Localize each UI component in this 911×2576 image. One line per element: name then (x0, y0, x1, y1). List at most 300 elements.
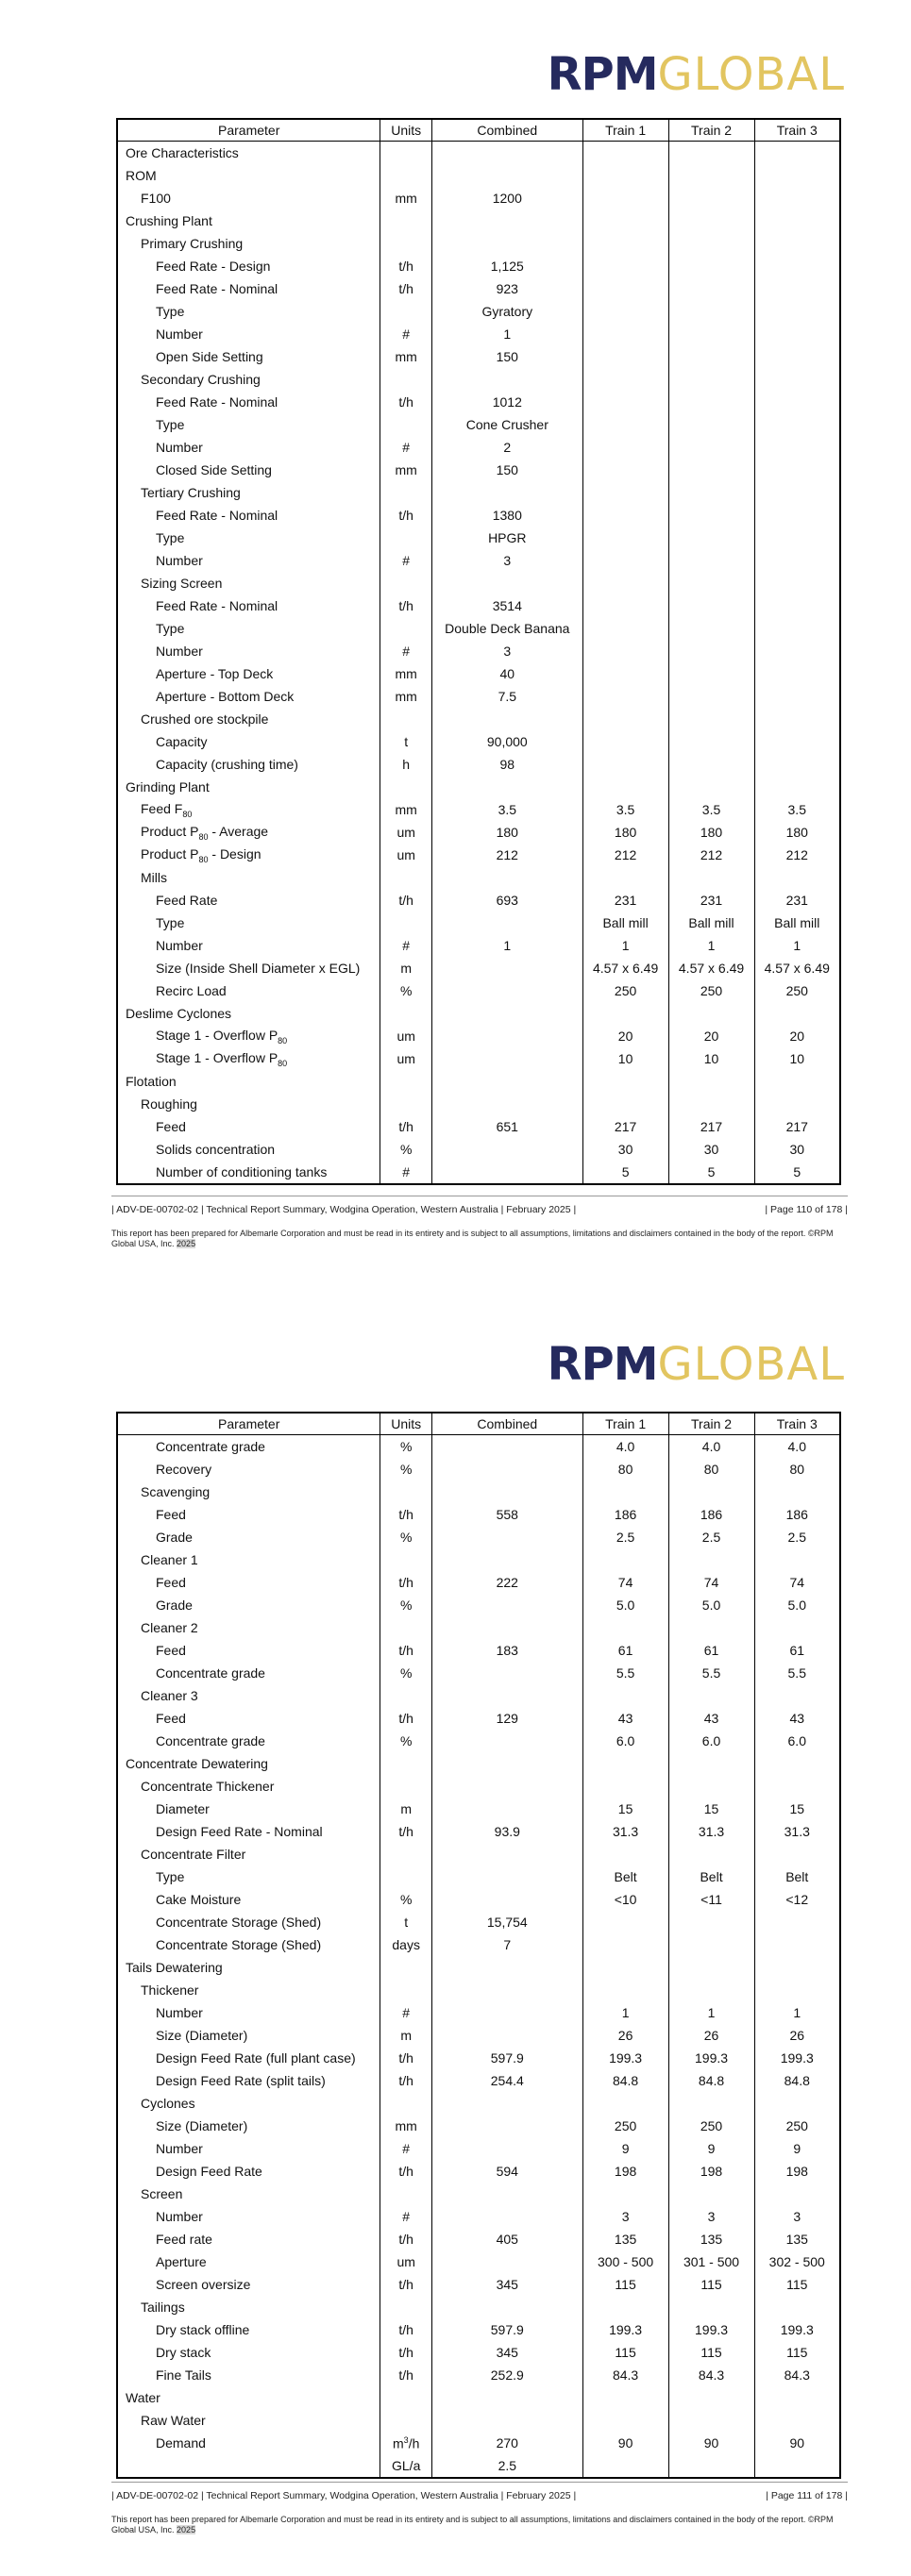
table-row (117, 889, 840, 912)
train-3-cell (754, 345, 840, 368)
parameter-cell (117, 979, 380, 1002)
train-2-cell (668, 1684, 754, 1707)
combined-cell (431, 1480, 582, 1503)
parameter-name: Thickener (141, 1982, 199, 1998)
parameter-name: Type (156, 621, 185, 636)
train-1-cell (582, 323, 668, 345)
units-cell (380, 617, 432, 640)
train-3-cell: 5.0 (754, 1594, 840, 1616)
train-2-cell (668, 640, 754, 662)
units-cell (380, 2092, 432, 2115)
table-row (117, 844, 840, 866)
train-1-cell: 61 (582, 1639, 668, 1662)
table-row (117, 504, 840, 527)
parameter-name: Water (126, 2390, 160, 2405)
train-3-cell (754, 1070, 840, 1093)
table-row (117, 323, 840, 345)
parameter-name: ROM (126, 168, 157, 183)
train-3-cell: 20 (754, 1025, 840, 1047)
parameter-name: Capacity (156, 734, 208, 749)
combined-cell (431, 2137, 582, 2160)
table-body (117, 1435, 840, 2479)
parameter-cell (117, 1093, 380, 1115)
table-row (117, 187, 840, 209)
train-1-cell: 1 (582, 934, 668, 957)
combined-cell: 1,125 (431, 255, 582, 277)
combined-cell (431, 1161, 582, 1184)
parameter-name: Cleaner 3 (141, 1688, 198, 1703)
combined-cell (431, 2386, 582, 2409)
train-1-cell (582, 1979, 668, 2001)
table-row (117, 1616, 840, 1639)
combined-cell: 693 (431, 889, 582, 912)
units-value: t (404, 1915, 409, 1930)
combined-cell: 270 (431, 2432, 582, 2454)
train-3-cell (754, 640, 840, 662)
train-1-cell (582, 413, 668, 436)
parameter-cell (117, 1730, 380, 1752)
parameter-cell (117, 889, 380, 912)
parameter-cell (117, 2409, 380, 2432)
parameter-cell (117, 1843, 380, 1865)
train-1-cell: 30 (582, 1138, 668, 1161)
train-2-cell (668, 527, 754, 549)
parameter-cell (117, 662, 380, 685)
units-cell (380, 2341, 432, 2364)
parameter-cell (117, 1775, 380, 1798)
parameter-name: Flotation (126, 1074, 177, 1089)
units-cell (380, 164, 432, 187)
units-cell (380, 1707, 432, 1730)
table-row (117, 345, 840, 368)
table-row (117, 594, 840, 617)
combined-cell (431, 1548, 582, 1571)
units-value: # (402, 553, 411, 568)
table-row (117, 957, 840, 979)
units-cell (380, 549, 432, 572)
train-1-cell: 180 (582, 821, 668, 844)
train-3-cell: 84.3 (754, 2364, 840, 2386)
units-cell (380, 504, 432, 527)
train-2-cell: 199.3 (668, 2047, 754, 2069)
units-value: t (404, 734, 409, 749)
table-header-row (117, 1413, 840, 1435)
parameter-cell (117, 1526, 380, 1548)
table-row (117, 2115, 840, 2137)
train-1-cell (582, 255, 668, 277)
combined-cell: 212 (431, 844, 582, 866)
table-row (117, 866, 840, 889)
parameter-name: Feed (156, 1575, 186, 1590)
table-row (117, 2409, 840, 2432)
train-2-cell: 84.3 (668, 2364, 754, 2386)
train-2-cell (668, 1979, 754, 2001)
units-cell (380, 1662, 432, 1684)
train-3-cell: 90 (754, 2432, 840, 2454)
train-1-cell (582, 753, 668, 776)
parameter-subscript: 80 (198, 831, 209, 842)
units-cell (380, 142, 432, 165)
units-cell (380, 255, 432, 277)
train-1-cell (582, 527, 668, 549)
parameter-name: Dry stack (156, 2345, 211, 2360)
parameter-cell (117, 1002, 380, 1025)
disclaimer-year: 2025 (177, 1239, 196, 1248)
parameter-name: Tailings (141, 2300, 185, 2315)
train-2-cell (668, 549, 754, 572)
combined-cell: Gyratory (431, 300, 582, 323)
disclaimer-text: This report has been prepared for Albemarle Corporation and must be read in its entirety and is subject to all assumptions, limitations and disclaimers contained in the body of the report. ©RPM Global USA, Inc. (111, 2515, 834, 2534)
train-3-cell (754, 730, 840, 753)
table-row (117, 1458, 840, 1480)
train-2-cell: 3.5 (668, 798, 754, 821)
parameter-name: Scavenging (141, 1484, 211, 1499)
train-2-cell: <11 (668, 1888, 754, 1911)
train-2-cell (668, 2386, 754, 2409)
units-value: h (402, 757, 411, 772)
train-1-cell (582, 594, 668, 617)
table-row (117, 1639, 840, 1662)
train-1-cell (582, 708, 668, 730)
train-3-cell (754, 1616, 840, 1639)
train-3-cell (754, 142, 840, 165)
units-cell (380, 1911, 432, 1933)
units-value: % (399, 1530, 413, 1545)
units-cell (380, 2001, 432, 2024)
train-2-cell: 3 (668, 2205, 754, 2228)
train-2-cell: 30 (668, 1138, 754, 1161)
train-2-cell: 250 (668, 2115, 754, 2137)
train-3-cell (754, 1775, 840, 1798)
units-cell (380, 1979, 432, 2001)
parameter-cell (117, 1911, 380, 1933)
parameter-cell (117, 2115, 380, 2137)
units-cell (380, 323, 432, 345)
parameter-name: Size (Diameter) (156, 2118, 248, 2133)
units-value: # (402, 440, 411, 455)
train-3-cell: 302 - 500 (754, 2250, 840, 2273)
train-2-cell: 212 (668, 844, 754, 866)
train-1-cell (582, 1070, 668, 1093)
parameter-cell (117, 1820, 380, 1843)
table-row (117, 2137, 840, 2160)
combined-cell: 150 (431, 459, 582, 481)
parameter-name: Crushing Plant (126, 213, 212, 228)
train-1-cell: 250 (582, 979, 668, 1002)
table-row (117, 2341, 840, 2364)
train-3-cell (754, 504, 840, 527)
parameter-cell (117, 2341, 380, 2364)
units-cell (380, 2296, 432, 2318)
parameter-name: Type (156, 1869, 185, 1884)
parameter-name: Capacity (crushing time) (156, 757, 298, 772)
logo-rpm: RPM (547, 1338, 658, 1391)
parameter-cell (117, 187, 380, 209)
units-cell (380, 2069, 432, 2092)
col-train-1: Train 1 (582, 119, 668, 142)
train-2-cell (668, 866, 754, 889)
col-train-3: Train 3 (754, 119, 840, 142)
units-value: m (393, 2435, 404, 2451)
train-2-cell: 1 (668, 934, 754, 957)
combined-cell (431, 368, 582, 391)
train-1-cell: 3 (582, 2205, 668, 2228)
combined-cell (431, 1435, 582, 1459)
train-2-cell (668, 209, 754, 232)
parameter-cell (117, 2454, 380, 2478)
parameter-cell (117, 2092, 380, 2115)
combined-cell: 558 (431, 1503, 582, 1526)
table-row (117, 2024, 840, 2047)
train-3-cell (754, 2183, 840, 2205)
parameter-name: Size (Inside Shell Diameter x EGL) (156, 961, 361, 976)
parameter-name: Cake Moisture (156, 1892, 242, 1907)
train-2-cell (668, 1843, 754, 1865)
train-2-cell (668, 232, 754, 255)
train-1-cell: 80 (582, 1458, 668, 1480)
train-2-cell (668, 1616, 754, 1639)
combined-cell (431, 1047, 582, 1070)
train-2-cell (668, 776, 754, 798)
units-cell (380, 1820, 432, 1843)
table-row (117, 1911, 840, 1933)
parameter-name: Concentrate grade (156, 1439, 265, 1454)
parameter-cell (117, 142, 380, 165)
train-2-cell: 6.0 (668, 1730, 754, 1752)
parameter-name: Design Feed Rate (split tails) (156, 2073, 326, 2088)
combined-cell: 1012 (431, 391, 582, 413)
train-2-cell: 10 (668, 1047, 754, 1070)
combined-cell: 3 (431, 640, 582, 662)
units-value: GL/a (392, 2458, 421, 2473)
units-cell (380, 957, 432, 979)
units-cell (380, 1730, 432, 1752)
units-cell (380, 730, 432, 753)
units-cell (380, 2364, 432, 2386)
train-3-cell (754, 481, 840, 504)
units-value: t/h (398, 2322, 413, 2337)
table-row (117, 1956, 840, 1979)
units-cell (380, 2115, 432, 2137)
combined-cell: 597.9 (431, 2047, 582, 2069)
units-value: mm (395, 689, 417, 704)
parameter-name: Feed (156, 1643, 186, 1658)
table-row (117, 1933, 840, 1956)
train-1-cell: 43 (582, 1707, 668, 1730)
train-2-cell: 231 (668, 889, 754, 912)
train-2-cell (668, 708, 754, 730)
train-1-cell: 31.3 (582, 1820, 668, 1843)
train-2-cell: Belt (668, 1865, 754, 1888)
table-row (117, 2318, 840, 2341)
parameter-name: Product P (141, 823, 199, 839)
units-value: # (402, 1164, 411, 1179)
units-cell (380, 1956, 432, 1979)
logo-global: GLOBAL (657, 48, 845, 101)
train-3-cell (754, 708, 840, 730)
combined-cell (431, 2205, 582, 2228)
parameter-name: Grade (156, 1597, 193, 1613)
units-cell (380, 2386, 432, 2409)
parameter-cell (117, 572, 380, 594)
train-1-cell: 3.5 (582, 798, 668, 821)
train-3-cell: 26 (754, 2024, 840, 2047)
train-3-cell: 61 (754, 1639, 840, 1662)
combined-cell: 7.5 (431, 685, 582, 708)
units-cell (380, 1639, 432, 1662)
units-cell (380, 1594, 432, 1616)
train-3-cell: 4.0 (754, 1435, 840, 1459)
parameter-cell (117, 640, 380, 662)
parameter-name: Product P (141, 845, 199, 861)
combined-cell (431, 2296, 582, 2318)
units-cell (380, 1435, 432, 1459)
train-3-cell: 3.5 (754, 798, 840, 821)
train-3-cell: 15 (754, 1798, 840, 1820)
train-1-cell: 231 (582, 889, 668, 912)
parameter-cell (117, 1933, 380, 1956)
units-value: mm (395, 666, 417, 681)
parameter-cell (117, 776, 380, 798)
train-2-cell (668, 1956, 754, 1979)
parameter-name: Number (156, 938, 203, 953)
units-cell (380, 2047, 432, 2069)
train-3-cell (754, 1979, 840, 2001)
combined-cell (431, 1956, 582, 1979)
parameter-name: Ore Characteristics (126, 145, 239, 160)
parameter-name: Cleaner 1 (141, 1552, 198, 1567)
table-row (117, 1865, 840, 1888)
parameter-cell (117, 1662, 380, 1684)
train-3-cell (754, 255, 840, 277)
parameter-name: Tertiary Crushing (141, 485, 241, 500)
train-3-cell (754, 549, 840, 572)
combined-cell: 405 (431, 2228, 582, 2250)
train-1-cell: 5.5 (582, 1662, 668, 1684)
train-1-cell: Belt (582, 1865, 668, 1888)
table-row (117, 1161, 840, 1184)
parameter-name: Secondary Crushing (141, 372, 261, 387)
units-superscript: 3 (403, 2434, 409, 2445)
combined-cell: 923 (431, 277, 582, 300)
table-row (117, 549, 840, 572)
col-train-2: Train 2 (668, 119, 754, 142)
units-value: t/h (398, 1824, 413, 1839)
parameter-name: Aperture (156, 2254, 207, 2269)
combined-cell (431, 912, 582, 934)
train-1-cell: 4.0 (582, 1435, 668, 1459)
col-train-1: Train 1 (582, 1413, 668, 1435)
parameter-name: Design Feed Rate (156, 2164, 262, 2179)
train-2-cell: 20 (668, 1025, 754, 1047)
units-cell (380, 368, 432, 391)
units-value: mm (395, 462, 417, 477)
units-cell (380, 2454, 432, 2478)
train-3-cell: 250 (754, 2115, 840, 2137)
combined-cell (431, 1752, 582, 1775)
train-3-cell (754, 527, 840, 549)
train-3-cell: 43 (754, 1707, 840, 1730)
train-3-cell: 80 (754, 1458, 840, 1480)
combined-cell (431, 1843, 582, 1865)
train-1-cell (582, 142, 668, 165)
train-3-cell (754, 2296, 840, 2318)
parameter-name: Stage 1 - Overflow P (156, 1027, 278, 1043)
train-2-cell (668, 730, 754, 753)
train-3-cell (754, 776, 840, 798)
train-1-cell (582, 1093, 668, 1115)
units-value: t/h (398, 394, 413, 410)
train-2-cell (668, 481, 754, 504)
units-value: t/h (398, 893, 413, 908)
train-2-cell (668, 277, 754, 300)
table-row (117, 1093, 840, 1115)
footer-page-number: | Page 111 of 178 | (766, 2490, 848, 2501)
units-cell (380, 640, 432, 662)
parameter-name: Grade (156, 1530, 193, 1545)
train-2-cell (668, 2183, 754, 2205)
parameter-name: Type (156, 915, 185, 930)
units-cell (380, 1933, 432, 1956)
parameter-subscript: 80 (198, 854, 209, 864)
parameter-cell (117, 2137, 380, 2160)
combined-cell (431, 1798, 582, 1820)
table-row (117, 1047, 840, 1070)
train-1-cell: 212 (582, 844, 668, 866)
train-2-cell: 135 (668, 2228, 754, 2250)
combined-cell (431, 1684, 582, 1707)
train-2-cell (668, 187, 754, 209)
combined-cell (431, 232, 582, 255)
units-cell (380, 2432, 432, 2454)
parameter-cell (117, 1888, 380, 1911)
units-cell (380, 391, 432, 413)
parameter-cell (117, 1571, 380, 1594)
table-row (117, 2364, 840, 2386)
parameter-name: Sizing Screen (141, 576, 223, 591)
col-combined: Combined (431, 1413, 582, 1435)
train-3-cell (754, 459, 840, 481)
footer-rule (111, 2482, 848, 2483)
units-value: mm (395, 191, 417, 206)
table-row (117, 1571, 840, 1594)
train-2-cell (668, 1933, 754, 1956)
train-2-cell (668, 255, 754, 277)
units-cell (380, 1865, 432, 1888)
table-row (117, 2092, 840, 2115)
train-2-cell: 15 (668, 1798, 754, 1820)
train-2-cell: 84.8 (668, 2069, 754, 2092)
combined-cell (431, 1775, 582, 1798)
parameter-cell (117, 2047, 380, 2069)
parameter-name: Raw Water (141, 2413, 206, 2428)
train-1-cell: Ball mill (582, 912, 668, 934)
table-row (117, 1707, 840, 1730)
combined-cell: 651 (431, 1115, 582, 1138)
train-3-cell: 186 (754, 1503, 840, 1526)
parameter-name: Concentrate Dewatering (126, 1756, 268, 1771)
page-footer (111, 1196, 848, 1249)
page-footer (111, 2482, 848, 2535)
report-page-2 (0, 1288, 911, 2576)
units-cell (380, 436, 432, 459)
train-3-cell (754, 1684, 840, 1707)
table-row (117, 1662, 840, 1684)
table-row (117, 209, 840, 232)
train-3-cell (754, 572, 840, 594)
parameter-name: Aperture - Bottom Deck (156, 689, 295, 704)
train-3-cell (754, 1956, 840, 1979)
